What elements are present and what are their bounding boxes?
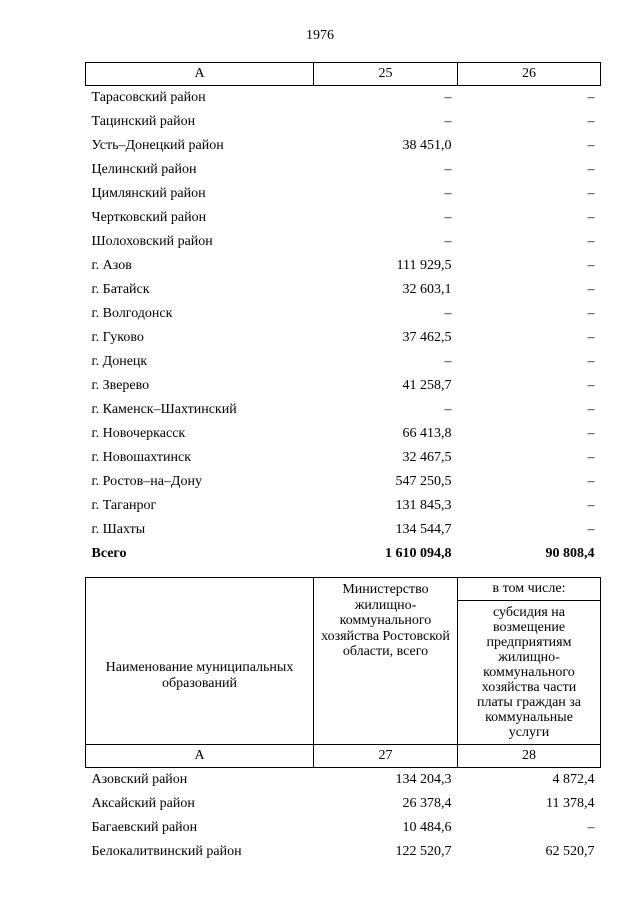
value-col-26: –: [587, 354, 595, 369]
row-name: г. Батайск: [91, 282, 150, 297]
table-row: [86, 446, 601, 470]
table-row: [86, 110, 601, 134]
total-col-26: 90 808,4: [545, 546, 595, 561]
value-col-25: 131 845,3: [395, 498, 452, 513]
total-row: [86, 542, 601, 566]
row-name: Белокалитвинский район: [91, 844, 242, 859]
column-letter: 28: [458, 745, 601, 768]
value-col-25: 32 467,5: [402, 450, 452, 465]
row-name: г. Волгодонск: [91, 306, 173, 321]
value-col-25: –: [444, 234, 452, 249]
table-row: [86, 182, 601, 206]
value-col-26: –: [587, 90, 595, 105]
column-header: 26: [458, 63, 601, 86]
value-col-25: –: [444, 162, 452, 177]
value-col-26: –: [587, 522, 595, 537]
table-row: [86, 494, 601, 518]
row-name: Шолоховский район: [91, 234, 213, 249]
column-letter: 27: [314, 745, 458, 768]
value-col-28: 11 378,4: [546, 796, 595, 811]
table-row: [86, 206, 601, 230]
table-row: [86, 840, 601, 864]
value-col-25: –: [444, 114, 452, 129]
budget-table-continued: [85, 62, 601, 566]
table-row: [86, 134, 601, 158]
row-name: г. Новочеркасск: [91, 426, 186, 441]
table-row: [86, 768, 601, 793]
value-col-26: –: [587, 306, 595, 321]
row-name: Усть–Донецкий район: [91, 138, 224, 153]
total-label: Всего: [91, 546, 127, 561]
table-row: [86, 350, 601, 374]
value-col-27: 122 520,7: [395, 844, 452, 859]
value-col-26: –: [587, 474, 595, 489]
value-col-26: –: [587, 234, 595, 249]
value-col-26: –: [587, 162, 595, 177]
header-ministry-total: Министерство жилищно-коммунального хозяйства Ростовской области, всего: [314, 578, 458, 745]
row-name: Чертковский район: [91, 210, 207, 225]
value-col-26: –: [587, 282, 595, 297]
value-col-26: –: [587, 138, 595, 153]
value-col-27: 10 484,6: [402, 820, 452, 835]
header-municipality: Наименование муниципальных образований: [86, 578, 314, 745]
value-col-26: –: [587, 114, 595, 129]
value-col-28: 4 872,4: [552, 772, 595, 787]
header-including: в том числе:: [458, 578, 601, 601]
table-row: [86, 422, 601, 446]
value-col-28: 62 520,7: [545, 844, 595, 859]
row-name: Тарасовский район: [91, 90, 206, 105]
page-number: 1976: [306, 28, 334, 43]
table-row: [86, 398, 601, 422]
value-col-25: –: [444, 186, 452, 201]
value-col-25: 37 462,5: [402, 330, 452, 345]
row-name: г. Ростов–на–Дону: [91, 474, 202, 489]
table-row: [86, 158, 601, 182]
value-col-25: 547 250,5: [395, 474, 452, 489]
table-row: [86, 302, 601, 326]
row-name: г. Гуково: [91, 330, 144, 345]
value-col-26: –: [587, 402, 595, 417]
table-row: [86, 816, 601, 840]
table-row: [86, 254, 601, 278]
value-col-28: –: [587, 820, 595, 835]
value-col-26: –: [587, 450, 595, 465]
value-col-27: 134 204,3: [395, 772, 452, 787]
column-header: А: [86, 63, 314, 86]
table-row: [86, 230, 601, 254]
table-row: [86, 374, 601, 398]
value-col-25: –: [444, 402, 452, 417]
row-name: г. Зверево: [91, 378, 150, 393]
row-name: Аксайский район: [91, 796, 195, 811]
table-header-row: [86, 63, 601, 86]
table-row: [86, 470, 601, 494]
value-col-26: –: [587, 426, 595, 441]
value-col-26: –: [587, 378, 595, 393]
value-col-26: –: [587, 498, 595, 513]
row-name: г. Донецк: [91, 354, 148, 369]
value-col-25: 111 929,5: [396, 258, 452, 273]
total-col-25: 1 610 094,8: [385, 546, 452, 561]
table-row: [86, 278, 601, 302]
column-letter: А: [86, 745, 314, 768]
table-row: [86, 86, 601, 111]
value-col-25: 38 451,0: [402, 138, 452, 153]
row-name: г. Азов: [91, 258, 132, 273]
row-name: Багаевский район: [91, 820, 198, 835]
row-name: г. Каменск–Шахтинский: [91, 402, 237, 417]
value-col-25: 41 258,7: [402, 378, 452, 393]
value-col-26: –: [587, 258, 595, 273]
value-col-26: –: [587, 330, 595, 345]
table-row: [86, 326, 601, 350]
row-name: г. Таганрог: [91, 498, 157, 513]
value-col-25: 32 603,1: [402, 282, 452, 297]
value-col-25: 134 544,7: [395, 522, 452, 537]
header-subsidy: субсидия на возмещение предприятиям жилищно-коммунального хозяйства части платы граждан за коммунальные услуги: [458, 601, 601, 745]
value-col-27: 26 378,4: [402, 796, 452, 811]
row-name: Целинский район: [91, 162, 197, 177]
value-col-26: –: [587, 186, 595, 201]
row-name: Цимлянский район: [91, 186, 206, 201]
row-name: Азовский район: [91, 772, 188, 787]
value-col-25: –: [444, 90, 452, 105]
row-name: Тацинский район: [91, 114, 196, 129]
row-name: г. Новошахтинск: [91, 450, 192, 465]
value-col-25: –: [444, 354, 452, 369]
budget-table-ministry: [85, 577, 601, 864]
row-name: г. Шахты: [91, 522, 146, 537]
column-header: 25: [314, 63, 458, 86]
value-col-25: 66 413,8: [402, 426, 452, 441]
value-col-25: –: [444, 306, 452, 321]
table-letter-row: [86, 745, 601, 768]
table-row: [86, 792, 601, 816]
table-row: [86, 518, 601, 542]
value-col-25: –: [444, 210, 452, 225]
value-col-26: –: [587, 210, 595, 225]
